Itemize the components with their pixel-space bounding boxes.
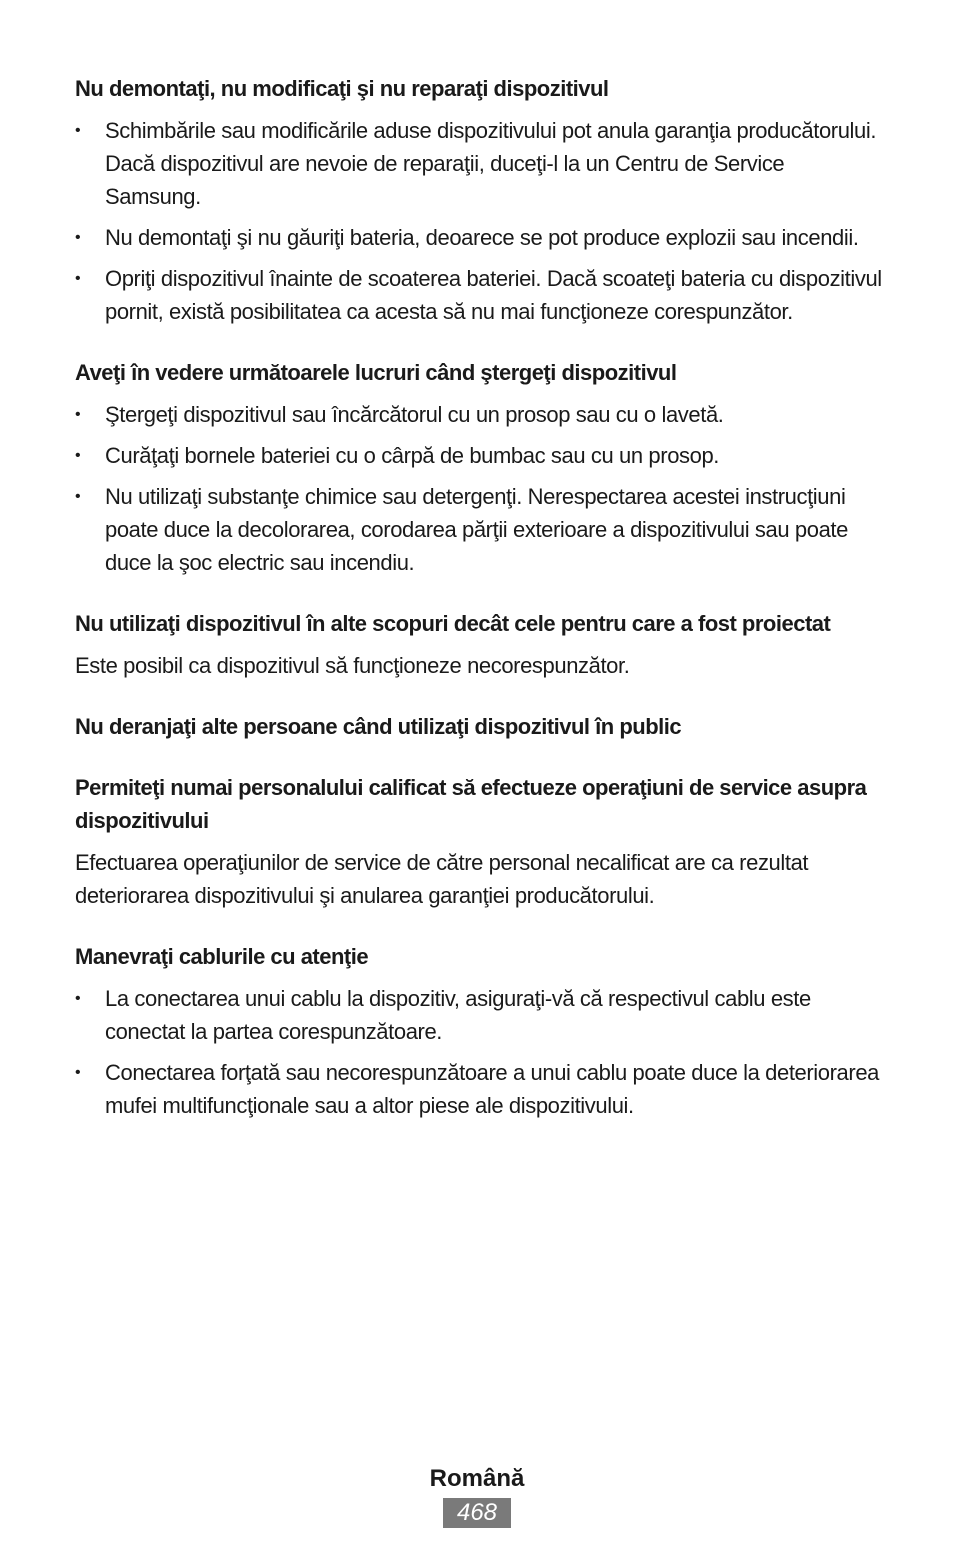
bullet-marker: • [75,488,81,505]
list-item [75,114,885,213]
section-paragraph: Este posibil ca dispozitivul să funcţioneze necorespunzător. [75,653,630,678]
list-item-text: Nu demontaţi şi nu găuriţi bateria, deoarece se pot produce explozii sau incendii. [105,225,859,250]
list-item [75,221,885,254]
list-item [75,480,885,579]
bullet-marker: • [75,270,81,287]
section-heading: Nu utilizaţi dispozitivul în alte scopuri decât cele pentru care a fost proiectat [75,611,831,636]
section-heading: Aveţi în vedere următoarele lucruri când ştergeţi dispozitivul [75,360,677,385]
list-item-text: Schimbările sau modificările aduse dispozitivului pot anula garanţia producătorului. Dacă dispozitivul are nevoie de reparaţii, duceţi-l la un Centru de Service Samsung. [105,118,877,209]
section-no-disassemble [75,72,885,328]
section-heading: Nu demontaţi, nu modificaţi şi nu reparaţi dispozitivul [75,76,609,101]
list-item-text: La conectarea unui cablu la dispozitiv, asiguraţi-vă că respectivul cablu este conectat la partea corespunzătoare. [105,986,811,1044]
section-paragraph: Efectuarea operaţiunilor de service de către personal necalificat are ca rezultat deteriorarea dispozitivului şi anularea garanţiei producătorului. [75,850,809,908]
section-heading: Manevraţi cablurile cu atenţie [75,944,369,969]
bullet-marker: • [75,1064,81,1081]
list-item [75,982,885,1048]
bullet-marker: • [75,406,81,423]
footer-language: Română [429,1465,525,1492]
list-item-text: Conectarea forţată sau necorespunzătoare a unui cablu poate duce la deteriorarea mufei multifuncţionale sau a altor piese ale dispozitivului. [105,1060,879,1118]
section-heading: Permiteţi numai personalului calificat să efectueze operaţiuni de service asupra dispozitivului [75,775,867,833]
bullet-list [75,398,885,579]
list-item [75,398,885,431]
list-item-text: Ştergeţi dispozitivul sau încărcătorul cu un prosop sau cu o lavetă. [105,402,724,427]
bullet-marker: • [75,229,81,246]
document-body [75,72,885,1150]
page-footer [0,1462,954,1528]
section-cables [75,940,885,1122]
page-number-badge: 468 [443,1498,511,1528]
section-public-use [75,710,885,743]
bullet-list [75,114,885,328]
section-heading: Nu deranjaţi alte persoane când utilizaţi dispozitivul în public [75,714,682,739]
bullet-marker: • [75,447,81,464]
section-qualified-service [75,771,885,912]
list-item-text: Nu utilizaţi substanţe chimice sau detergenţi. Nerespectarea acestei instrucţiuni poate duce la decolorarea, corodarea părţii exterioare a dispozitivului sau poate duce la şoc electric sau incendiu. [105,484,848,575]
section-cleaning [75,356,885,579]
list-item [75,439,885,472]
list-item [75,1056,885,1122]
list-item-text: Curăţaţi bornele bateriei cu o cârpă de bumbac sau cu un prosop. [105,443,720,468]
bullet-marker: • [75,122,81,139]
bullet-list [75,982,885,1122]
list-item-text: Opriţi dispozitivul înainte de scoaterea bateriei. Dacă scoateţi bateria cu dispozitivul pornit, există posibilitatea ca acesta să nu mai funcţioneze corespunzător. [105,266,882,324]
section-intended-use [75,607,885,682]
list-item [75,262,885,328]
bullet-marker: • [75,990,81,1007]
